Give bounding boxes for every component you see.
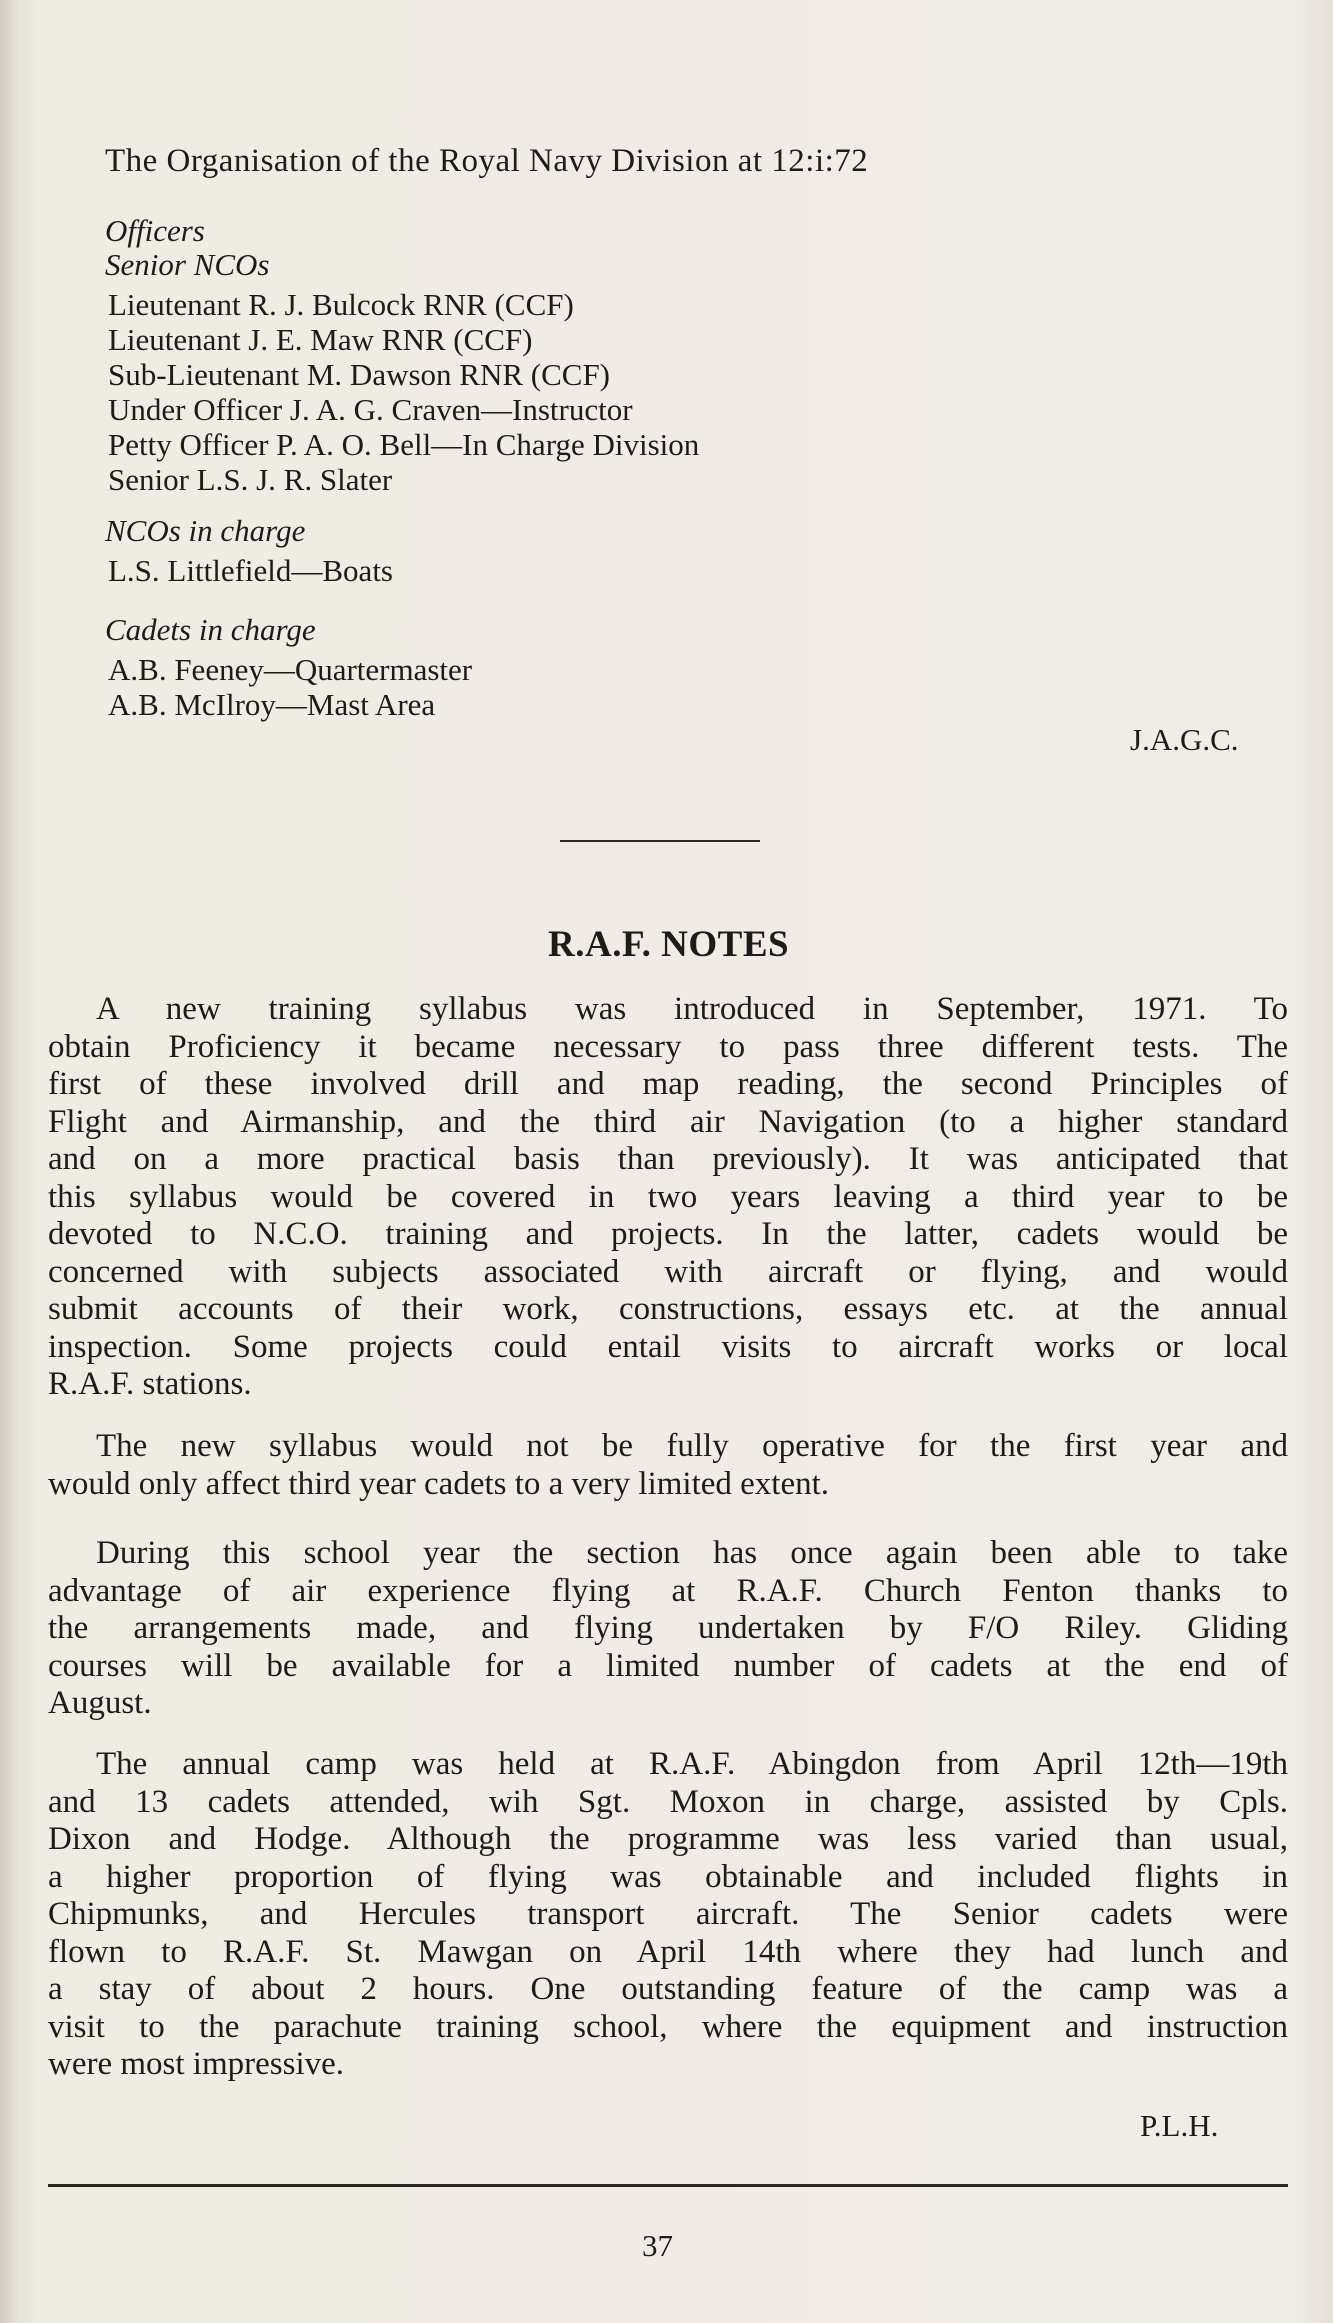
navy-signature: J.A.G.C. [1130,722,1239,757]
text-line: devoted to N.C.O. training and projects. In the latter, cadets would be [48,1216,1288,1252]
text-line: advantage of air experience flying at R.A.F. Church Fenton thanks to [48,1572,1288,1609]
navy-organisation-title: The Organisation of the Royal Navy Division at 12:i:72 [105,143,869,179]
raf-paragraph-1 [48,991,1288,1404]
text-line: August. [48,1685,152,1721]
text-line: were most impressive. [48,2046,345,2082]
list-item: A.B. McIlroy—Mast Area [108,687,436,722]
ncos-list [108,553,393,588]
text-line: inspection. Some projects could entail visits to aircraft works or local [48,1328,1288,1365]
text-line: The annual camp was held at R.A.F. Abingdon from April 12th—19th [96,1746,1288,1782]
raf-paragraph-2 [48,1428,1288,1503]
raf-paragraph-4 [48,1746,1288,2084]
senior-ncos-list [108,287,699,497]
list-item: Lieutenant J. E. Maw RNR (CCF) [108,322,533,357]
text-line: Dixon and Hodge. Although the programme was less varied than usual, [48,1821,1288,1857]
ncos-in-charge-heading: NCOs in charge [105,513,306,548]
list-item: Lieutenant R. J. Bulcock RNR (CCF) [108,287,574,322]
list-item: Senior L.S. J. R. Slater [108,462,393,497]
text-line: and 13 cadets attended, wih Sgt. Moxon in charge, assisted by Cpls. [48,1783,1288,1820]
text-line: A new training syllabus was introduced in September, 1971. To [96,991,1288,1027]
text-line: submit accounts of their work, constructions, essays etc. at the annual [48,1291,1288,1327]
page-number: 37 [642,2228,673,2263]
text-line: first of these involved drill and map reading, the second Principles of [48,1066,1288,1102]
text-line: a stay of about 2 hours. One outstanding feature of the camp was a [48,1971,1288,2007]
text-line: Flight and Airmanship, and the third air Navigation (to a higher standard [48,1103,1288,1140]
text-line: visit to the parachute training school, where the equipment and instruction [48,2008,1288,2045]
text-line: and on a more practical basis than previously). It was anticipated that [48,1141,1288,1177]
text-line: flown to R.A.F. St. Mawgan on April 14th where they had lunch and [48,1933,1288,1970]
text-line: obtain Proficiency it became necessary to pass three different tests. The [48,1028,1288,1065]
text-line: concerned with subjects associated with aircraft or flying, and would [48,1253,1288,1290]
cadets-list [108,652,472,722]
section-divider [560,840,760,842]
officers-heading: Officers [105,213,205,248]
list-item: Sub-Lieutenant M. Dawson RNR (CCF) [108,357,611,392]
text-line: R.A.F. stations. [48,1366,252,1402]
text-line: courses will be available for a limited number of cadets at the end of [48,1647,1288,1684]
senior-ncos-heading: Senior NCOs [105,247,270,282]
text-line: this syllabus would be covered in two years leaving a third year to be [48,1178,1288,1215]
text-line: The new syllabus would not be fully operative for the first year and [96,1428,1288,1464]
list-item: A.B. Feeney—Quartermaster [108,652,473,687]
text-line: would only affect third year cadets to a very limited extent. [48,1465,830,1502]
cadets-in-charge-heading: Cadets in charge [105,612,316,647]
text-line: During this school year the section has once again been able to take [96,1535,1288,1571]
raf-signature: P.L.H. [1140,2108,1219,2143]
list-item: Petty Officer P. A. O. Bell—In Charge Division [108,427,700,462]
list-item: L.S. Littlefield—Boats [108,553,393,588]
text-line: Chipmunks, and Hercules transport aircraft. The Senior cadets were [48,1896,1288,1932]
footer-rule [48,2184,1288,2187]
text-line: a higher proportion of flying was obtainable and included flights in [48,1858,1288,1895]
raf-notes-heading: R.A.F. NOTES [548,924,790,965]
raf-paragraph-3 [48,1535,1288,1723]
text-line: the arrangements made, and flying undertaken by F/O Riley. Gliding [48,1610,1288,1646]
list-item: Under Officer J. A. G. Craven—Instructor [108,392,633,427]
